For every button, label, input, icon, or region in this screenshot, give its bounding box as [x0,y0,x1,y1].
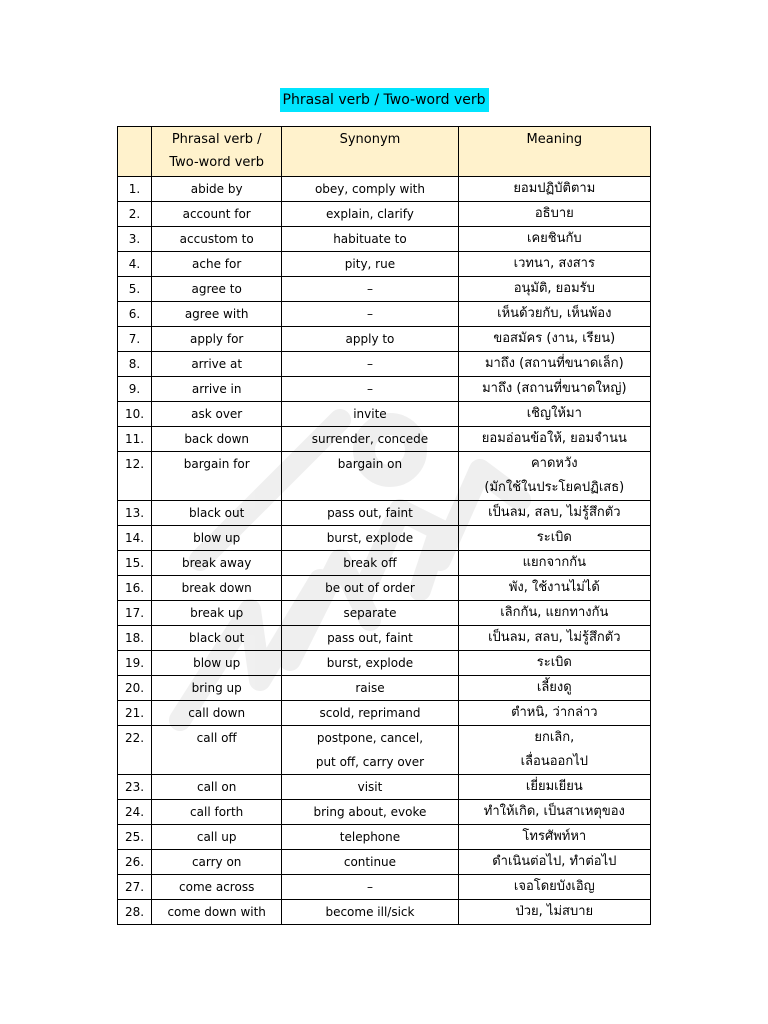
phrasal-verb-cell: arrive in [152,377,282,402]
synonym-cell [282,551,458,576]
meaning-line: ระเบิด [536,530,572,545]
meaning-cell [458,377,650,402]
meaning-line: แยกจากกัน [522,555,587,570]
synonym-line: – [366,880,373,894]
meaning-cell [458,352,650,377]
table-row [118,875,651,900]
meaning-cell [458,227,650,252]
synonym-line: surrender, concede [311,432,429,446]
phrasal-verb-cell: blow up [152,526,282,551]
row-number: 3. [118,227,152,252]
row-number: 24. [118,800,152,825]
synonym-cell [282,800,458,825]
synonym-line: raise [355,681,385,695]
meaning-line: อธิบาย [534,206,574,221]
row-number: 12. [118,452,152,501]
synonym-line: burst, explode [326,656,414,670]
meaning-line: (มักใช้ในประโยคปฏิเสธ) [484,480,625,495]
phrasal-verb-cell: apply for [152,327,282,352]
synonym-line: pass out, faint [327,631,413,645]
meaning-cell [458,900,650,925]
row-number: 26. [118,850,152,875]
meaning-line: เห็นด้วยกับ, เห็นพ้อง [497,306,612,321]
synonym-line: invite [353,407,387,421]
phrasal-verb-cell: call off [152,726,282,775]
synonym-cell [282,427,458,452]
phrasal-verb-cell: call up [152,825,282,850]
row-number: 25. [118,825,152,850]
row-number: 27. [118,875,152,900]
synonym-cell [282,402,458,427]
row-number: 6. [118,302,152,327]
synonym-line: habituate to [333,232,407,246]
synonym-line: explain, clarify [326,207,414,221]
synonym-line: separate [343,606,397,620]
row-number: 11. [118,427,152,452]
table-row [118,626,651,651]
meaning-line: เชิญให้มา [526,406,582,421]
meaning-line: ตำหนิ, ว่ากล่าว [511,705,598,720]
synonym-line: become ill/sick [325,905,415,919]
table-row [118,576,651,601]
meaning-line: ยอมปฏิบัติตาม [513,181,596,196]
table-row [118,202,651,227]
meaning-cell [458,252,650,277]
synonym-cell [282,601,458,626]
table-row [118,701,651,726]
meaning-cell [458,427,650,452]
phrasal-verb-cell: abide by [152,177,282,202]
meaning-cell [458,875,650,900]
synonym-cell [282,850,458,875]
phrasal-verb-cell: bargain for [152,452,282,501]
meaning-line: ระเบิด [536,655,572,670]
synonym-cell [282,352,458,377]
phrasal-verb-cell: come down with [152,900,282,925]
synonym-cell [282,501,458,526]
meaning-cell [458,800,650,825]
header-meaning: Meaning [458,127,650,177]
table-row [118,302,651,327]
phrasal-verb-table [117,126,651,925]
phrasal-verb-cell: break up [152,601,282,626]
table-row [118,601,651,626]
table-row [118,726,651,775]
synonym-cell [282,900,458,925]
synonym-cell [282,825,458,850]
meaning-line: เลี้ยงดู [536,680,572,695]
synonym-cell [282,775,458,800]
synonym-line: continue [343,855,397,869]
synonym-cell [282,726,458,775]
table-row [118,452,651,501]
synonym-cell [282,676,458,701]
meaning-line: ป่วย, ไม่สบาย [515,904,594,919]
header-phrasal-verb-line2: Two-word verb [169,155,265,170]
table-row [118,676,651,701]
row-number: 19. [118,651,152,676]
synonym-cell [282,377,458,402]
meaning-cell [458,526,650,551]
meaning-cell [458,651,650,676]
synonym-line: break off [343,556,397,570]
table-row [118,227,651,252]
table-row [118,327,651,352]
meaning-cell [458,601,650,626]
phrasal-verb-cell: agree with [152,302,282,327]
synonym-cell [282,327,458,352]
table-row [118,900,651,925]
table-row [118,651,651,676]
meaning-line: เลื่อนออกไป [520,754,588,769]
synonym-cell [282,526,458,551]
row-number: 28. [118,900,152,925]
meaning-cell [458,551,650,576]
meaning-cell [458,177,650,202]
header-number [118,127,152,177]
meaning-cell [458,202,650,227]
row-number: 1. [118,177,152,202]
meaning-cell [458,277,650,302]
synonym-line: – [366,282,373,296]
row-number: 23. [118,775,152,800]
phrasal-verb-cell: carry on [152,850,282,875]
row-number: 9. [118,377,152,402]
meaning-cell [458,402,650,427]
phrasal-verb-cell: bring up [152,676,282,701]
table-row [118,775,651,800]
synonym-line: put off, carry over [315,755,425,769]
meaning-line: มาถึง (สถานที่ขนาดใหญ่) [482,381,627,396]
table-header-row [118,127,651,177]
header-phrasal-verb [152,127,282,177]
synonym-line: obey, comply with [314,182,425,196]
table-row [118,526,651,551]
row-number: 20. [118,676,152,701]
meaning-line: เลิกกัน, แยกทางกัน [500,605,609,620]
meaning-cell [458,850,650,875]
row-number: 5. [118,277,152,302]
meaning-cell [458,501,650,526]
meaning-line: เป็นลม, สลบ, ไม่รู้สึกตัว [488,630,621,645]
meaning-cell [458,576,650,601]
row-number: 14. [118,526,152,551]
synonym-line: postpone, cancel, [316,731,424,745]
table-row [118,825,651,850]
synonym-line: bring about, evoke [313,805,427,819]
table-row [118,177,651,202]
header-phrasal-verb-line1: Phrasal verb / [171,132,262,147]
table-row [118,377,651,402]
meaning-line: ดำเนินต่อไป, ทำต่อไป [492,854,617,869]
meaning-line: ทำให้เกิด, เป็นสาเหตุของ [483,804,625,819]
synonym-cell [282,651,458,676]
row-number: 7. [118,327,152,352]
meaning-cell [458,302,650,327]
table-row [118,352,651,377]
table-row [118,402,651,427]
meaning-cell [458,701,650,726]
meaning-line: เคยชินกับ [527,231,582,246]
meaning-line: ขอสมัคร (งาน, เรียน) [493,331,616,346]
meaning-cell [458,775,650,800]
meaning-line: เจอโดยบังเอิญ [513,879,595,894]
phrasal-verb-cell: black out [152,626,282,651]
synonym-line: – [366,307,373,321]
meaning-line: ยอมอ่อนข้อให้, ยอมจำนน [481,431,627,446]
phrasal-verb-cell: call on [152,775,282,800]
synonym-cell [282,252,458,277]
phrasal-verb-cell: black out [152,501,282,526]
meaning-line: มาถึง (สถานที่ขนาดเล็ก) [484,356,624,371]
row-number: 17. [118,601,152,626]
phrasal-verb-cell: blow up [152,651,282,676]
phrasal-verb-cell: accustom to [152,227,282,252]
phrasal-verb-cell: ask over [152,402,282,427]
synonym-line: pity, rue [344,257,396,271]
meaning-line: พัง, ใช้งานไม่ได้ [508,580,600,595]
synonym-line: – [366,357,373,371]
synonym-cell [282,626,458,651]
meaning-cell [458,327,650,352]
table-row [118,277,651,302]
meaning-line: ยกเลิก, [534,730,575,745]
row-number: 2. [118,202,152,227]
synonym-line: apply to [345,332,395,346]
synonym-cell [282,875,458,900]
phrasal-verb-cell: break down [152,576,282,601]
row-number: 15. [118,551,152,576]
row-number: 8. [118,352,152,377]
phrasal-verb-cell: arrive at [152,352,282,377]
title-wrap [0,88,768,112]
table-body [118,177,651,925]
document-title: Phrasal verb / Two-word verb [280,88,489,112]
synonym-cell [282,277,458,302]
phrasal-verb-cell: call down [152,701,282,726]
synonym-line: scold, reprimand [319,706,421,720]
synonym-line: telephone [339,830,401,844]
synonym-line: burst, explode [326,531,414,545]
synonym-line: pass out, faint [327,506,413,520]
row-number: 22. [118,726,152,775]
table-row [118,850,651,875]
table-row [118,800,651,825]
header-synonym: Synonym [282,127,458,177]
row-number: 21. [118,701,152,726]
meaning-line: คาดหวัง [530,456,578,471]
synonym-line: be out of order [325,581,415,595]
synonym-line: bargain on [337,457,403,471]
synonym-cell [282,452,458,501]
synonym-cell [282,701,458,726]
synonym-line: – [366,382,373,396]
meaning-cell [458,626,650,651]
phrasal-verb-cell: come across [152,875,282,900]
phrasal-verb-cell: ache for [152,252,282,277]
phrasal-verb-cell: account for [152,202,282,227]
meaning-cell [458,452,650,501]
synonym-cell [282,202,458,227]
phrasal-verb-cell: back down [152,427,282,452]
meaning-cell [458,676,650,701]
meaning-line: โทรศัพท์หา [522,829,587,844]
synonym-line: visit [357,780,383,794]
synonym-cell [282,227,458,252]
phrasal-verb-cell: call forth [152,800,282,825]
row-number: 16. [118,576,152,601]
row-number: 18. [118,626,152,651]
table-row [118,551,651,576]
meaning-cell [458,726,650,775]
meaning-line: เป็นลม, สลบ, ไม่รู้สึกตัว [488,505,621,520]
row-number: 4. [118,252,152,277]
synonym-cell [282,302,458,327]
phrasal-verb-cell: break away [152,551,282,576]
table-row [118,501,651,526]
table-row [118,252,651,277]
synonym-cell [282,177,458,202]
meaning-line: เวทนา, สงสาร [513,256,595,271]
meaning-line: เยี่ยมเยียน [525,779,583,794]
table-row [118,427,651,452]
row-number: 13. [118,501,152,526]
meaning-line: อนุมัติ, ยอมรับ [513,281,595,296]
synonym-cell [282,576,458,601]
phrasal-verb-cell: agree to [152,277,282,302]
meaning-cell [458,825,650,850]
row-number: 10. [118,402,152,427]
